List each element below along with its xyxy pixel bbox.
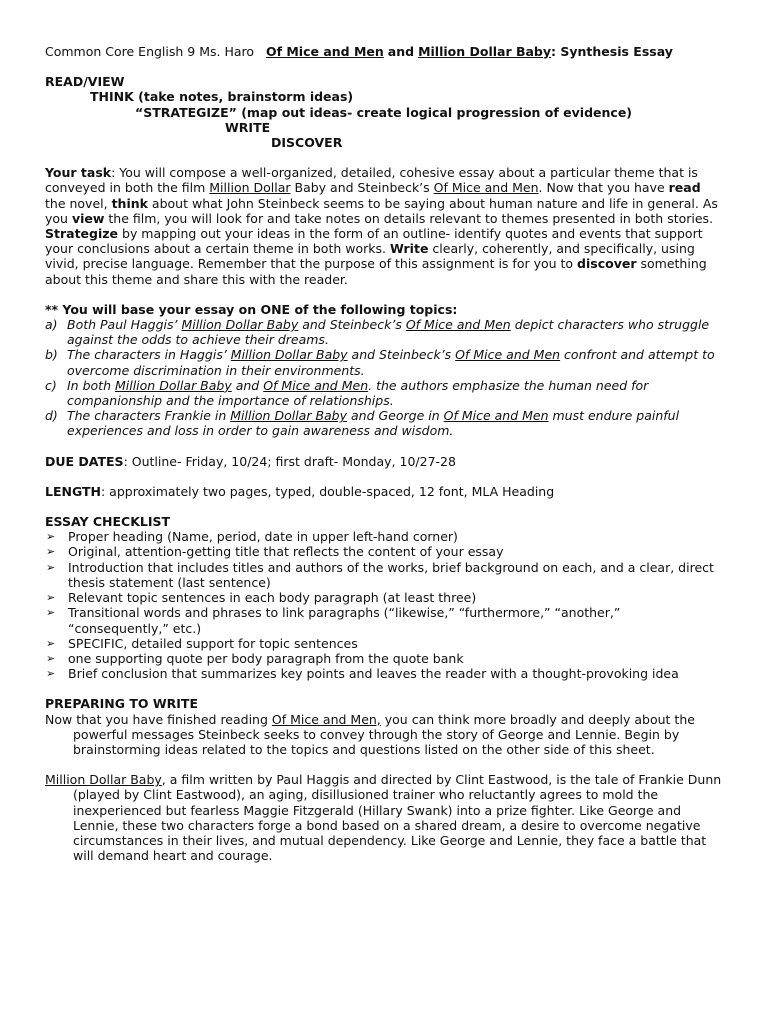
process-steps	[45, 74, 725, 150]
checklist-item	[45, 651, 725, 666]
task-view: view	[71, 210, 105, 226]
due-dates-text: : Outline- Friday, 10/24; first draft- Monday, 10/27-28	[123, 453, 456, 469]
topic-text: must endure painful experiences and loss in order to gain awareness and wisdom.	[67, 408, 680, 439]
title-film: Million Dollar Baby	[418, 44, 552, 59]
topic-text: and	[231, 377, 264, 393]
topic-text: and Steinbeck’s	[298, 317, 406, 333]
checklist-text: Relevant topic sentences in each body paragraph (at least three)	[68, 590, 477, 606]
arrow-bullet-icon: ➢	[46, 651, 56, 665]
document-page	[45, 44, 725, 863]
checklist-item	[45, 529, 725, 544]
topic-book-title: Of Mice and Men	[263, 377, 369, 393]
topic-letter: b)	[45, 347, 58, 363]
length-label: LENGTH	[45, 483, 101, 499]
arrow-bullet-icon: ➢	[46, 530, 56, 544]
preparing-paragraph-1	[45, 712, 725, 758]
step-discover: DISCOVER	[271, 135, 343, 151]
document-header	[45, 44, 725, 59]
topic-letter: d)	[45, 408, 58, 424]
checklist-text: Brief conclusion that summarizes key points and leaves the reader with a thought-provoking idea	[68, 666, 679, 682]
title-book: Of Mice and Men	[265, 44, 384, 59]
topic-item	[45, 317, 725, 347]
task-text-6: the film, you will look for and take notes on details relevant to themes presented in both stories.	[104, 210, 714, 226]
topic-letter: c)	[45, 377, 57, 393]
task-text-5: about what John Steinbeck seems to be saying about human nature and life in general. As you	[45, 195, 718, 226]
checklist-text: SPECIFIC, detailed support for topic sentences	[68, 635, 358, 651]
course-name: Common Core English 9 Ms. Haro	[45, 44, 255, 59]
task-film-title: Million Dollar	[209, 180, 291, 196]
preparing-paragraph-2	[45, 772, 725, 863]
preparing-text: you can think more broadly and deeply about the powerful messages Steinbeck seeks to convey through the story of George and Lennie. Begin by brainstorming ideas related to the topics and questions listed on the other side of this sheet.	[73, 711, 695, 757]
topic-film-title: Million Dollar Baby	[230, 347, 348, 363]
topics-list	[45, 317, 725, 439]
task-read: read	[668, 180, 701, 196]
topic-book-title: Of Mice and Men	[455, 347, 561, 363]
checklist-item	[45, 666, 725, 681]
topic-text: depict characters who struggle against the odds to achieve their dreams.	[67, 317, 710, 348]
checklist-item	[45, 560, 725, 590]
topic-book-title: Of Mice and Men	[443, 408, 549, 424]
topic-letter: a)	[45, 317, 58, 333]
checklist-item	[45, 636, 725, 651]
arrow-bullet-icon: ➢	[46, 667, 56, 681]
topic-text: . the authors emphasize the human need for companionship and the importance of relationships.	[67, 377, 649, 409]
topic-text: and Steinbeck’s	[347, 347, 456, 363]
step-strategize: “STRATEGIZE” (map out ideas- create logical progression of evidence)	[135, 104, 633, 120]
topic-item	[45, 347, 725, 377]
arrow-bullet-icon: ➢	[46, 545, 56, 559]
topic-text: The characters Frankie in	[67, 408, 231, 424]
task-discover: discover	[577, 256, 637, 272]
checklist-text: Original, attention-getting title that reflects the content of your essay	[68, 544, 504, 560]
topic-text: confront and attempt to overcome discrimination in their environments.	[67, 347, 715, 378]
checklist-text: Introduction that includes titles and authors of the works, brief background on each, and a clear, direct thesis statement (last sentence)	[68, 559, 714, 590]
checklist-item	[45, 590, 725, 605]
task-text-3: . Now that you have	[538, 180, 669, 196]
step-think: THINK (take notes, brainstorm ideas)	[90, 89, 354, 105]
arrow-bullet-icon: ➢	[46, 606, 56, 620]
topic-item	[45, 408, 725, 438]
length-line	[45, 484, 725, 499]
length-text: : approximately two pages, typed, double-spaced, 12 font, MLA Heading	[101, 483, 555, 499]
arrow-bullet-icon: ➢	[46, 560, 56, 574]
task-text-7: by mapping out your ideas in the form of an outline- identify quotes and events that support your conclusions about a certain theme in both works.	[45, 226, 703, 257]
task-book-title: Of Mice and Men	[433, 180, 539, 196]
preparing-book-title: Of Mice and Men,	[271, 711, 381, 727]
step-read-view: READ/VIEW	[45, 74, 125, 90]
preparing-text: , a film written by Paul Haggis and directed by Clint Eastwood, is the tale of Frankie Dunn (played by Clint Eastwood), an aging, disillusioned trainer who reluctantly agrees to mold the inexperienced but fearless Maggie Fitzgerald (Hillary Swank) into a prize fighter. Like George and Lennie, these two characters forge a bond based on a shared dream, a desire to overcome negative circumstances in their lives, and mutual dependency. Like George and Lennie, they face a battle that will demand heart and courage.	[73, 772, 722, 864]
task-strategize: Strategize	[45, 226, 119, 242]
topics-heading: ** You will base your essay on ONE of the following topics:	[45, 301, 458, 317]
topic-text: The characters in Haggis’	[67, 347, 231, 363]
arrow-bullet-icon: ➢	[46, 636, 56, 650]
task-text-1: : You will compose a well-organized, detailed, cohesive essay about a particular theme that is conveyed in both the film	[45, 165, 698, 196]
task-paragraph	[45, 165, 725, 287]
due-dates	[45, 454, 725, 469]
checklist-item	[45, 605, 725, 635]
title-and: and	[387, 44, 415, 59]
topic-book-title: Of Mice and Men	[405, 317, 511, 333]
task-text-2: Baby and Steinbeck’s	[290, 180, 434, 196]
preparing-heading: PREPARING TO WRITE	[45, 696, 198, 712]
topic-text: and George in	[347, 408, 444, 424]
task-label: Your task	[45, 165, 112, 181]
title-rest: : Synthesis Essay	[551, 44, 673, 59]
task-think: think	[111, 195, 148, 211]
checklist-text: Transitional words and phrases to link paragraphs (“likewise,” “furthermore,” “another,” “consequently,” etc.)	[68, 605, 621, 636]
arrow-bullet-icon: ➢	[46, 591, 56, 605]
task-write: Write	[389, 241, 429, 257]
checklist	[45, 529, 725, 681]
due-dates-label: DUE DATES	[45, 453, 124, 469]
topic-film-title: Million Dollar Baby	[114, 377, 232, 393]
topic-item	[45, 378, 725, 408]
preparing-film-title: Million Dollar Baby	[45, 772, 162, 788]
topic-film-title: Million Dollar Baby	[181, 317, 299, 333]
step-write: WRITE	[225, 119, 271, 135]
topic-text: Both Paul Haggis’	[67, 317, 182, 333]
checklist-heading: ESSAY CHECKLIST	[45, 514, 171, 530]
task-text-4: the novel,	[45, 195, 112, 211]
topic-film-title: Million Dollar Baby	[230, 408, 348, 424]
task-text-8: clearly, coherently, and specifically, using vivid, precise language. Remember that the purpose of this assignment is for you to	[45, 241, 695, 272]
checklist-text: one supporting quote per body paragraph from the quote bank	[68, 650, 464, 666]
checklist-text: Proper heading (Name, period, date in upper left-hand corner)	[68, 529, 458, 545]
topic-text: In both	[67, 377, 115, 393]
checklist-item	[45, 544, 725, 559]
preparing-text: Now that you have finished reading	[45, 711, 272, 727]
task-text-9: something about this theme and share this with the reader.	[45, 256, 707, 287]
